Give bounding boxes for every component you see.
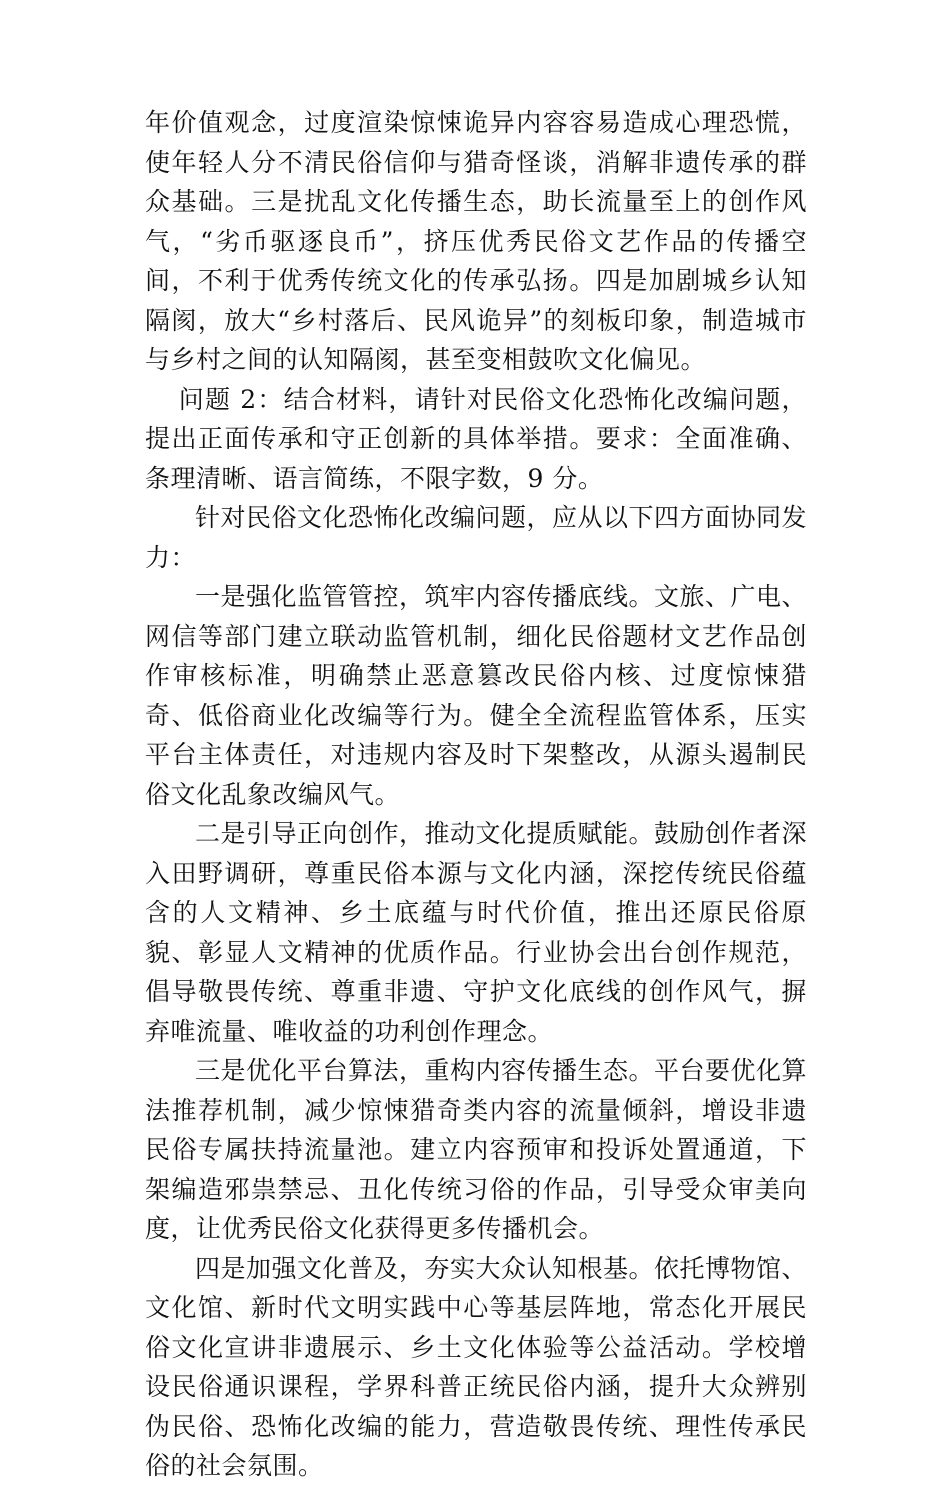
paragraph-point-2: 二是引导正向创作，推动文化提质赋能。鼓励创作者深入田野调研，尊重民俗本源与文化内涵，深挖传统民俗蕴含的人文精神、乡土底蕴与时代价值，推出还原民俗原貌、彰显人文精神的优质作品。行业协会出台创作规范，倡导敬畏传统、尊重非遗、守护文化底线的创作风气，摒弃唯流量、唯收益的功利创作理念。 — [145, 819, 808, 1046]
document-body — [145, 103, 807, 1486]
paragraph-point-1: 一是强化监管管控，筑牢内容传播底线。文旅、广电、网信等部门建立联动监管机制，细化民俗题材文艺作品创作审核标准，明确禁止恶意篡改民俗内核、过度惊悚猎奇、低俗商业化改编等行为。健全全流程监管体系，压实平台主体责任，对违规内容及时下架整改，从源头遏制民俗文化乱象改编风气。 — [145, 582, 808, 809]
paragraph-point-4: 四是加强文化普及，夯实大众认知根基。依托博物馆、文化馆、新时代文明实践中心等基层阵地，常态化开展民俗文化宣讲非遗展示、乡土文化体验等公益活动。学校增设民俗通识课程，学界科普正统民俗内涵，提升大众辨别伪民俗、恐怖化改编的能力，营造敬畏传统、理性传承民俗的社会氛围。 — [145, 1253, 808, 1480]
paragraph-continuation: 年价值观念，过度渲染惊悚诡异内容容易造成心理恐慌，使年轻人分不清民俗信仰与猎奇怪谈，消解非遗传承的群众基础。三是扰乱文化传播生态，助长流量至上的创作风气，“劣币驱逐良币”，挤压优秀民俗文艺作品的传播空间，不利于优秀传统文化的传承弘扬。四是加剧城乡认知隔阂，放大“乡村落后、民风诡异”的刻板印象，制造城市与乡村之间的认知隔阂，甚至变相鼓吹文化偏见。 — [145, 108, 807, 374]
paragraph-question-2: 问题 2：结合材料，请针对民俗文化恐怖化改编问题，提出正面传承和守正创新的具体举措。要求：全面准确、条理清晰、语言简练，不限字数，9 分。 — [145, 384, 807, 493]
paragraph-point-3: 三是优化平台算法，重构内容传播生态。平台要优化算法推荐机制，减少惊悚猎奇类内容的流量倾斜，增设非遗民俗专属扶持流量池。建立内容预审和投诉处置通道，下架编造邪祟禁忌、丑化传统习俗的作品，引导受众审美向度，让优秀民俗文化获得更多传播机会。 — [145, 1056, 808, 1243]
paragraph-intro: 针对民俗文化恐怖化改编问题，应从以下四方面协同发力： — [145, 503, 808, 572]
